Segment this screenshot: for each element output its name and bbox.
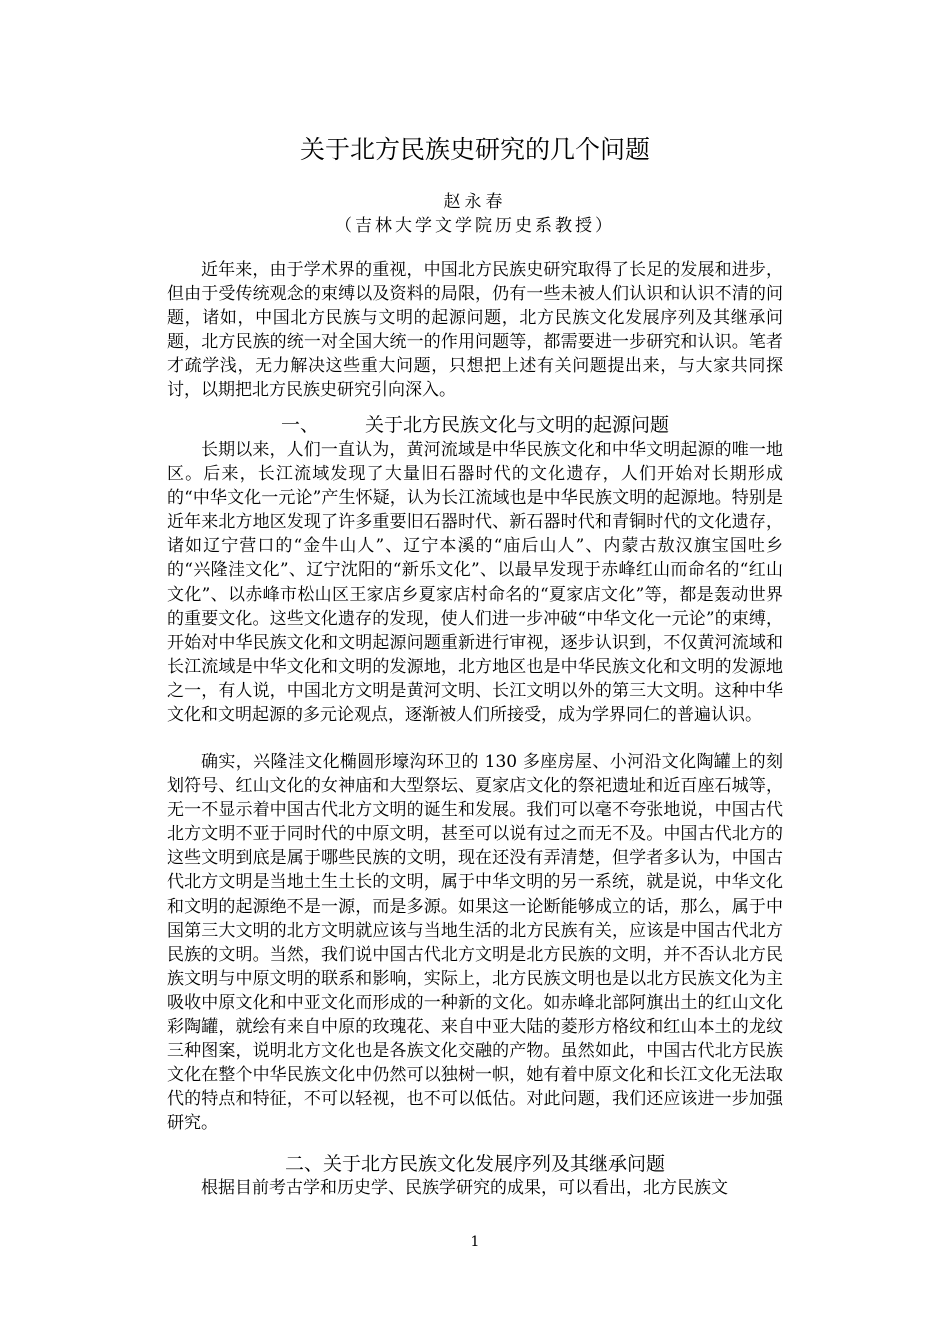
section2-paragraph-1: 根据目前考古学和历史学、民族学研究的成果，可以看出，北方民族文 [201, 1178, 728, 1198]
intro-paragraph: 近年来，由于学术界的重视，中国北方民族史研究取得了长足的发展和进步，但由于受传统观念的束缚以及资料的局限，仍有一些未被人们认识和认识不清的问题，诸如，中国北方民族与文明的起源问题，北方民族文化发展序列及其继承问题，北方民族的统一对全国大统一的作用问题等，都需要进一步研究和认识。笔者才疏学浅，无力解决这些重大问题，只想把上述有关问题提出来，与大家共同探讨，以期把北方民族史研究引向深入。 [167, 260, 783, 401]
section-heading-1 [0, 412, 950, 438]
section-number-1: 一、 [280, 414, 319, 436]
author-name: 赵永春 [443, 192, 507, 212]
section1-paragraph-2: 确实，兴隆洼文化椭圆形壕沟环卫的 130 多座房屋、小河沿文化陶罐上的刻划符号、红山文化的女神庙和大型祭坛、夏家店文化的祭祀遗址和近百座石城等，无一不显示着中国古代北方文明的诞生和发展。我们可以毫不夸张地说，中国古代北方文明不亚于同时代的中原文明，甚至可以说有过之而无不及。中国古代北方的这些文明到底是属于哪些民族的文明，现在还没有弄清楚，但学者多认为，中国古代北方文明是当地土生土长的文明，属于中华文明的另一系统，就是说，中华文化和文明的起源绝不是一源，而是多源。如果这一论断能够成立的话，那么，属于中国第三大文明的北方文明就应该与当地生活的北方民族有关，应该是中国古代北方民族的文明。当然，我们说中国古代北方文明是北方民族的文明，并不否认北方民族文明与中原文明的联系和影响，实际上，北方民族文明也是以北方民族文化为主吸收中原文化和中亚文化而形成的一种新的文化。如赤峰北部阿旗出土的红山文化彩陶罐，就绘有来自中原的玫瑰花、来自中亚大陆的菱形方格纹和红山本土的龙纹三种图案，说明北方文化也是各族文化交融的产物。虽然如此，中国古代北方民族文化在整个中华民族文化中仍然可以独树一帜，她有着中原文化和长江文化无法取代的特点和特征，不可以轻视，也不可以低估。对此问题，我们还应该进一步加强研究。 [167, 752, 783, 1134]
author-affiliation: （吉林大学文学院历史系教授） [335, 216, 615, 236]
section-heading-2: 二、关于北方民族文化发展序列及其继承问题 [284, 1153, 665, 1175]
page-title: 关于北方民族史研究的几个问题 [299, 135, 650, 164]
page-number: 1 [470, 1234, 480, 1250]
section-title-1: 关于北方民族文化与文明的起源问题 [365, 414, 670, 436]
section1-paragraph-1: 长期以来，人们一直认为，黄河流域是中华民族文化和中华文明起源的唯一地区。后来，长江流域发现了大量旧石器时代的文化遗存，人们开始对长期形成的“中华文化一元论”产生怀疑，认为长江流域也是中华民族文明的起源地。特别是近年来北方地区发现了许多重要旧石器时代、新石器时代和青铜时代的文化遗存，诸如辽宁营口的“金牛山人”、辽宁本溪的“庙后山人”、内蒙古敖汉旗宝国吐乡的“兴隆洼文化”、辽宁沈阳的“新乐文化”、以最早发现于赤峰红山而命名的“红山文化”、以赤峰市松山区王家店乡夏家店村命名的“夏家店文化”等，都是轰动世界的重要文化。这些文化遗存的发现，使人们进一步冲破“中华文化一元论”的束缚，开始对中华民族文化和文明起源问题重新进行审视，逐步认识到，不仅黄河流域和长江流域是中华文化和文明的发源地，北方地区也是中华民族文化和文明的发源地之一，有人说，中国北方文明是黄河文明、长江文明以外的第三大文明。这种中华文化和文明起源的多元论观点，逐渐被人们所接受，成为学界同仁的普遍认识。 [167, 440, 783, 726]
